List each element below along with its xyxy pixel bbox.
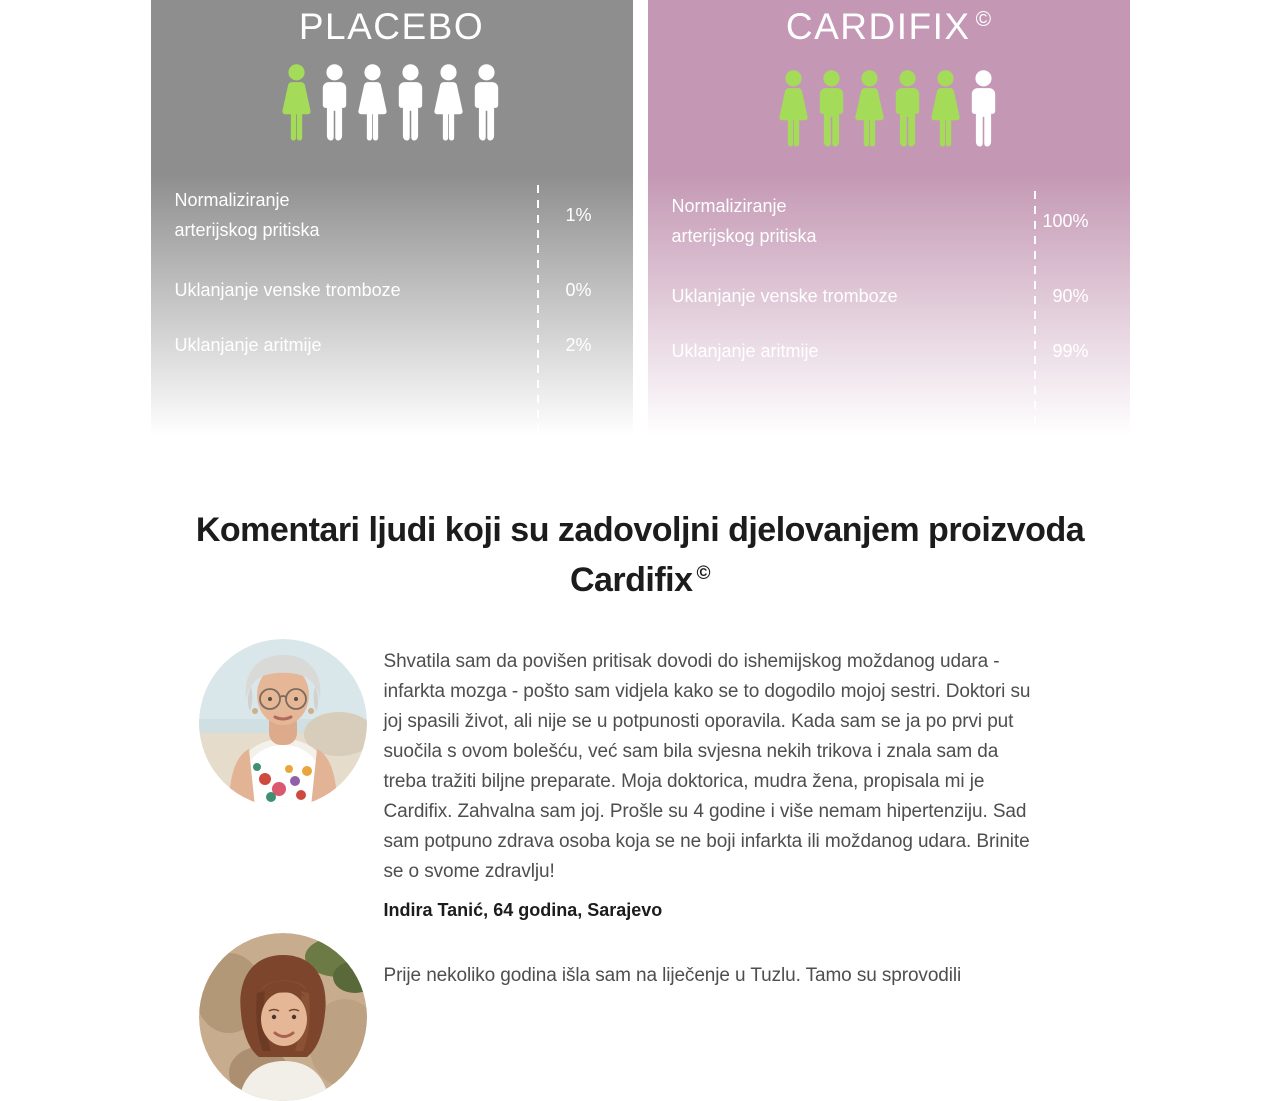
stat-value: 99% <box>1052 341 1089 361</box>
stat-value: 1% <box>565 205 592 225</box>
testimonial-body <box>384 639 1039 921</box>
stat-label: Uklanjanje venske tromboze <box>671 286 898 306</box>
testimonial-author: Indira Tanić, 64 godina, Sarajevo <box>383 900 663 921</box>
page-content <box>151 0 1130 1101</box>
placebo-card-title: PLACEBO <box>298 6 485 47</box>
stat-value: 90% <box>1052 286 1089 306</box>
testimonial-avatar-photo <box>199 639 367 807</box>
copyright-symbol: © <box>696 563 711 584</box>
stat-value: 0% <box>565 280 592 300</box>
testimonial-indira <box>151 639 1130 921</box>
person-male-icon <box>392 62 429 144</box>
testimonial-text: Prije nekoliko godina išla sam na liječenje u Tuzlu. Tamo su sprovodili <box>383 965 962 987</box>
person-male-icon <box>813 68 850 150</box>
person-male-icon <box>316 62 353 144</box>
dashed-divider <box>537 185 539 436</box>
person-male-icon <box>889 68 926 150</box>
cardifix-card-title: CARDIFIX © <box>785 6 992 47</box>
person-female-icon <box>430 62 467 144</box>
stat-row-blood-pressure <box>175 185 633 245</box>
testimonial-text: Shvatila sam da povišen pritisak dovodi do ishemijskog moždanog udara - infarkta mozga - pošto sam vidjela kako se to dogodilo mojoj sestri. Doktori su joj spasili život, ali nije se u potpunosti oporavila. Kada sam se ja po prvi put suočila s ovom bolešću, već sam bila svjesna nekih trikova i znala sam da treba tražiti biljne preparate. Moja doktorica, mudra žena, propisala mi je Cardifix. Zahvalna sam joj. Prošle su 4 godine i više nemam hipertenziju. Sad sam potpuno zdrava osoba koja se ne boji infarkta ili moždanog udara. Brinite se o svome zdravlju! <box>383 651 1031 883</box>
stat-label: Normaliziranje arterijskog pritiska <box>174 190 320 240</box>
person-female-icon <box>354 62 391 144</box>
person-male-icon <box>468 62 505 144</box>
placebo-stats <box>151 185 633 436</box>
comments-heading-line1: Komentari ljudi koji su zadovoljni djelovanjem proizvoda <box>195 511 1085 549</box>
comments-heading-line2: Cardifix <box>569 561 693 599</box>
comments-heading <box>151 505 1130 611</box>
stat-row-arrhythmia <box>175 330 633 360</box>
placebo-card <box>151 0 633 436</box>
stat-label: Uklanjanje aritmije <box>174 335 322 355</box>
stat-row-blood-pressure <box>672 191 1130 251</box>
person-female-icon <box>278 62 315 144</box>
copyright-symbol: © <box>975 8 992 31</box>
testimonial-avatar-photo <box>199 933 367 1101</box>
cardifix-people-icons <box>648 68 1130 150</box>
stat-label: Normaliziranje arterijskog pritiska <box>671 196 817 246</box>
stat-row-arrhythmia <box>672 336 1130 366</box>
cardifix-card <box>648 0 1130 436</box>
person-male-icon <box>965 68 1002 150</box>
stat-row-venous-thrombosis <box>175 275 633 305</box>
stat-value: 100% <box>1042 211 1089 231</box>
dashed-divider <box>1034 191 1036 442</box>
comparison-cards <box>151 0 1130 436</box>
cardifix-stats <box>648 191 1130 442</box>
testimonial-body <box>384 933 1039 991</box>
stat-label: Uklanjanje venske tromboze <box>174 280 401 300</box>
person-female-icon <box>927 68 964 150</box>
stat-label: Uklanjanje aritmije <box>671 341 819 361</box>
person-female-icon <box>775 68 812 150</box>
stat-row-venous-thrombosis <box>672 281 1130 311</box>
testimonial-second <box>151 933 1130 1101</box>
placebo-people-icons <box>151 62 633 144</box>
person-female-icon <box>851 68 888 150</box>
stat-value: 2% <box>565 335 592 355</box>
